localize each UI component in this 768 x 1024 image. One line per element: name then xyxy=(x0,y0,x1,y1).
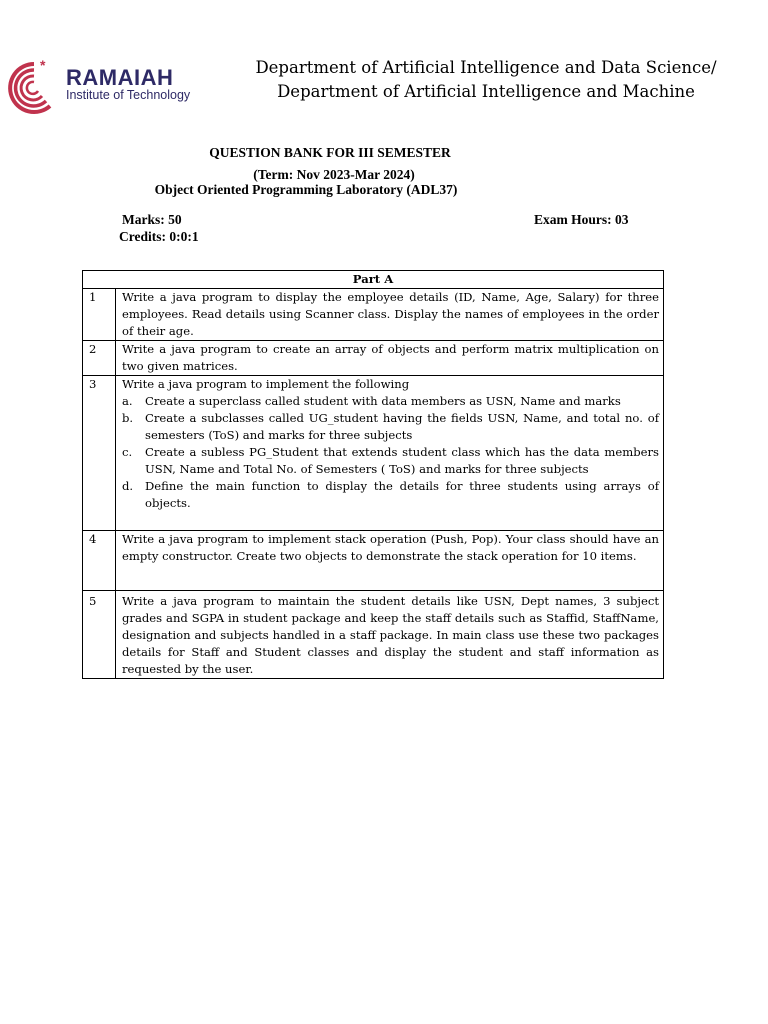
term: (Term: Nov 2023-Mar 2024) xyxy=(253,167,415,182)
svg-text:*: * xyxy=(40,57,46,73)
institute-logo xyxy=(4,56,219,120)
course-title: Object Oriented Programming Laboratory (ADL37) xyxy=(154,182,458,197)
question-text: Write a java program to display the employee details (ID, Name, Age, Salary) for three employees. Read details using Scanner class. Display the names of employees in the order of their age. xyxy=(116,289,664,341)
logo-name: RAMAIAH xyxy=(66,65,174,90)
question-number: 1 xyxy=(83,289,116,341)
question-number: 5 xyxy=(83,591,116,679)
sub-item xyxy=(122,410,659,444)
sub-item-label: b. xyxy=(122,411,134,425)
sub-item-label: c. xyxy=(122,445,133,459)
department-line-2: Department of Artificial Intelligence and Machine xyxy=(277,82,695,101)
question-number: 4 xyxy=(83,531,116,591)
sub-item-text: Create a subless PG_Student that extends student class which has the data members USN, Name and Total No. of Semesters ( ToS) and marks for three subjects xyxy=(145,445,659,476)
question-text: Write a java program to implement stack operation (Push, Pop). Your class should have an empty constructor. Create two objects to demonstrate the stack operation for 10 items. xyxy=(116,531,664,591)
table-row xyxy=(83,531,664,591)
question-cell xyxy=(116,376,664,531)
question-table xyxy=(82,270,664,679)
sub-item xyxy=(122,393,659,410)
part-heading: Part A xyxy=(83,271,664,289)
ramaiah-logo-mark-icon xyxy=(4,56,64,120)
sub-item xyxy=(122,478,659,512)
table-row xyxy=(83,341,664,376)
question-text: Write a java program to maintain the student details like USN, Dept names, 3 subject grades and SGPA in student package and keep the staff details such as Staffid, StaffName, designation and subjects handled in a staff package. In main class use these two packages details for Staff and Student classes and display the student and staff information as requested by the user. xyxy=(116,591,664,679)
sub-item-label: a. xyxy=(122,394,133,408)
question-text: Write a java program to implement the following xyxy=(122,377,410,391)
question-number: 3 xyxy=(83,376,116,531)
sub-item-text: Define the main function to display the details for three students using arrays of objects. xyxy=(145,479,659,510)
question-number: 2 xyxy=(83,341,116,376)
sub-item-label: d. xyxy=(122,479,134,493)
department-line-1: Department of Artificial Intelligence and Data Science/ xyxy=(255,58,717,77)
sub-item-text: Create a subclasses called UG_student having the fields USN, Name, and total no. of semesters (ToS) and marks for three subjects xyxy=(145,411,659,442)
credits: Credits: 0:0:1 xyxy=(119,229,199,244)
exam-hours: Exam Hours: 03 xyxy=(534,212,629,227)
department-header xyxy=(226,56,746,104)
table-row xyxy=(83,289,664,341)
marks: Marks: 50 xyxy=(122,212,182,227)
logo-subtitle: Institute of Technology xyxy=(66,88,191,102)
sub-item-text: Create a superclass called student with data members as USN, Name and marks xyxy=(145,394,621,408)
table-row xyxy=(83,376,664,531)
table-heading-row xyxy=(83,271,664,289)
question-bank-title: QUESTION BANK FOR III SEMESTER xyxy=(209,145,451,160)
table-row xyxy=(83,591,664,679)
sub-item xyxy=(122,444,659,478)
question-text: Write a java program to create an array of objects and perform matrix multiplication on two given matrices. xyxy=(116,341,664,376)
